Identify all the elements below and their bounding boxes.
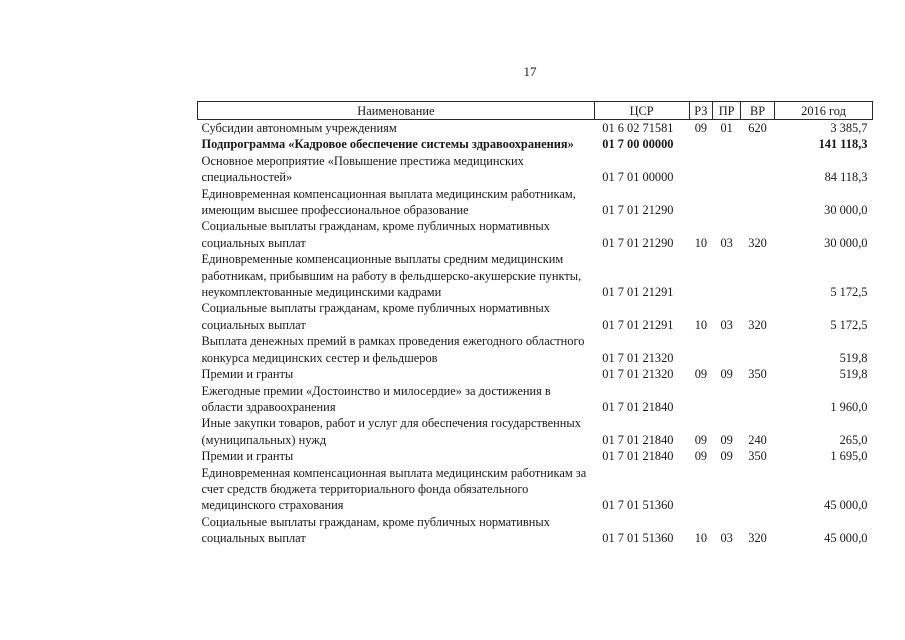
cell-sum: 519,8 xyxy=(839,367,868,382)
cell-pr xyxy=(713,251,741,300)
cell-csr: 01 7 01 21290 xyxy=(602,235,674,250)
cell-csr: 01 7 01 21840 xyxy=(602,449,674,464)
cell-csr: 01 7 01 21840 xyxy=(602,399,674,414)
cell-pr xyxy=(713,136,741,152)
cell-sum: 1 960,0 xyxy=(830,399,868,414)
table-row xyxy=(198,218,873,251)
cell-csr: 01 7 01 00000 xyxy=(602,170,674,185)
table-row xyxy=(198,383,873,416)
cell-pr xyxy=(713,186,741,219)
cell-csr: 01 7 01 21840 xyxy=(602,432,674,447)
cell-sum: 265,0 xyxy=(839,432,868,447)
cell-pr xyxy=(713,333,741,366)
cell-sum: 45 000,0 xyxy=(824,498,868,513)
cell-sum: 3 385,7 xyxy=(830,121,868,135)
table-row xyxy=(198,186,873,219)
cell-name: Единовременная компенсационная выплата медицинским работникам за счет средств бюджета территориального фонда обязательного медицинского страхования xyxy=(201,465,587,513)
cell-vr: 320 xyxy=(748,317,767,332)
cell-pr: 03 xyxy=(720,317,733,332)
cell-rz: 09 xyxy=(694,432,708,447)
table-row xyxy=(198,415,873,448)
cell-rz xyxy=(689,136,713,152)
cell-pr: 09 xyxy=(720,449,733,464)
cell-vr: 240 xyxy=(748,432,767,447)
cell-name: Единовременные компенсационные выплаты средним медицинским работникам, прибывшим на работу в фельдшерско-акушерские пункты, неукомплектованные медицинскими кадрами xyxy=(201,252,582,300)
cell-rz xyxy=(689,153,713,186)
cell-sum: 5 172,5 xyxy=(830,317,868,332)
header-vr: ВР xyxy=(741,102,775,120)
cell-pr: 09 xyxy=(720,432,733,447)
table-row xyxy=(198,153,873,186)
cell-csr: 01 7 01 21291 xyxy=(602,285,674,300)
cell-csr: 01 7 01 21320 xyxy=(602,367,674,382)
cell-csr: 01 7 01 21290 xyxy=(602,203,674,218)
cell-sum: 30 000,0 xyxy=(824,235,868,250)
cell-name: Субсидии автономным учреждениям xyxy=(201,121,397,135)
cell-vr: 350 xyxy=(748,367,767,382)
cell-csr: 01 7 00 00000 xyxy=(602,137,674,152)
cell-sum: 45 000,0 xyxy=(824,531,868,546)
header-rz: РЗ xyxy=(689,102,713,120)
cell-sum: 30 000,0 xyxy=(824,203,868,218)
cell-sum: 84 118,3 xyxy=(824,170,868,185)
cell-csr: 01 7 01 51360 xyxy=(602,498,674,513)
cell-vr xyxy=(741,465,775,514)
cell-vr xyxy=(741,153,775,186)
table-header-row xyxy=(198,102,873,120)
cell-name: Ежегодные премии «Достоинство и милосердие» за достижения в области здравоохранения xyxy=(201,383,551,414)
cell-csr: 01 7 01 21320 xyxy=(602,350,674,365)
cell-name: Иные закупки товаров, работ и услуг для обеспечения государственных (муниципальных) нужд xyxy=(201,416,581,447)
cell-rz: 10 xyxy=(694,235,708,250)
header-csr: ЦСР xyxy=(594,102,689,120)
cell-name: Подпрограмма «Кадровое обеспечение системы здравоохранения» xyxy=(201,137,574,152)
table-row xyxy=(198,300,873,333)
budget-table xyxy=(197,101,873,547)
cell-sum: 519,8 xyxy=(839,350,868,365)
table-row xyxy=(198,514,873,547)
table-body xyxy=(198,120,873,547)
cell-vr xyxy=(741,383,775,416)
cell-name: Социальные выплаты гражданам, кроме публичных нормативных социальных выплат xyxy=(201,301,550,332)
table-row xyxy=(198,366,873,382)
cell-pr xyxy=(713,465,741,514)
cell-csr: 01 7 01 51360 xyxy=(602,531,674,546)
table-row xyxy=(198,136,873,152)
cell-vr xyxy=(741,251,775,300)
cell-csr: 01 6 02 71581 xyxy=(602,121,674,135)
cell-pr: 03 xyxy=(720,235,733,250)
cell-csr: 01 7 01 21291 xyxy=(602,317,674,332)
cell-name: Единовременная компенсационная выплата медицинским работникам, имеющим высшее профессиональное образование xyxy=(201,186,576,218)
cell-vr xyxy=(741,186,775,219)
table-row xyxy=(198,251,873,300)
cell-rz xyxy=(689,186,713,219)
cell-name: Основное мероприятие «Повышение престижа медицинских специальностей» xyxy=(201,153,524,185)
cell-rz xyxy=(689,333,713,366)
cell-rz: 10 xyxy=(694,531,708,546)
cell-name: Социальные выплаты гражданам, кроме публичных нормативных социальных выплат xyxy=(201,514,550,546)
cell-vr xyxy=(741,136,775,152)
cell-sum: 141 118,3 xyxy=(818,137,868,152)
table-row xyxy=(198,333,873,366)
table-row xyxy=(198,448,873,464)
cell-rz xyxy=(689,383,713,416)
cell-vr xyxy=(741,333,775,366)
cell-name: Премии и гранты xyxy=(201,367,294,382)
cell-rz: 10 xyxy=(694,317,708,332)
cell-name: Выплата денежных премий в рамках проведения ежегодного областного конкурса медицинских сестер и фельдшеров xyxy=(201,334,585,365)
cell-sum: 1 695,0 xyxy=(830,449,868,464)
cell-sum: 5 172,5 xyxy=(830,285,868,300)
cell-pr xyxy=(713,383,741,416)
header-sum: 2016 год xyxy=(775,102,873,120)
cell-vr: 320 xyxy=(748,531,767,546)
cell-pr: 01 xyxy=(720,121,733,135)
cell-vr: 620 xyxy=(748,121,767,135)
cell-rz: 09 xyxy=(694,121,708,135)
cell-name: Социальные выплаты гражданам, кроме публичных нормативных социальных выплат xyxy=(201,219,550,250)
cell-rz xyxy=(689,251,713,300)
header-pr: ПР xyxy=(713,102,741,120)
cell-vr: 320 xyxy=(748,235,767,250)
cell-rz: 09 xyxy=(694,449,708,464)
cell-rz xyxy=(689,465,713,514)
cell-vr: 350 xyxy=(748,449,767,464)
cell-rz: 09 xyxy=(694,367,708,382)
header-name: Наименование xyxy=(198,102,595,120)
table-row xyxy=(198,120,873,137)
page-number: 17 xyxy=(523,64,537,79)
cell-name: Премии и гранты xyxy=(201,449,294,464)
cell-pr xyxy=(713,153,741,186)
cell-pr: 03 xyxy=(720,531,733,546)
cell-pr: 09 xyxy=(720,367,733,382)
table-row xyxy=(198,465,873,514)
